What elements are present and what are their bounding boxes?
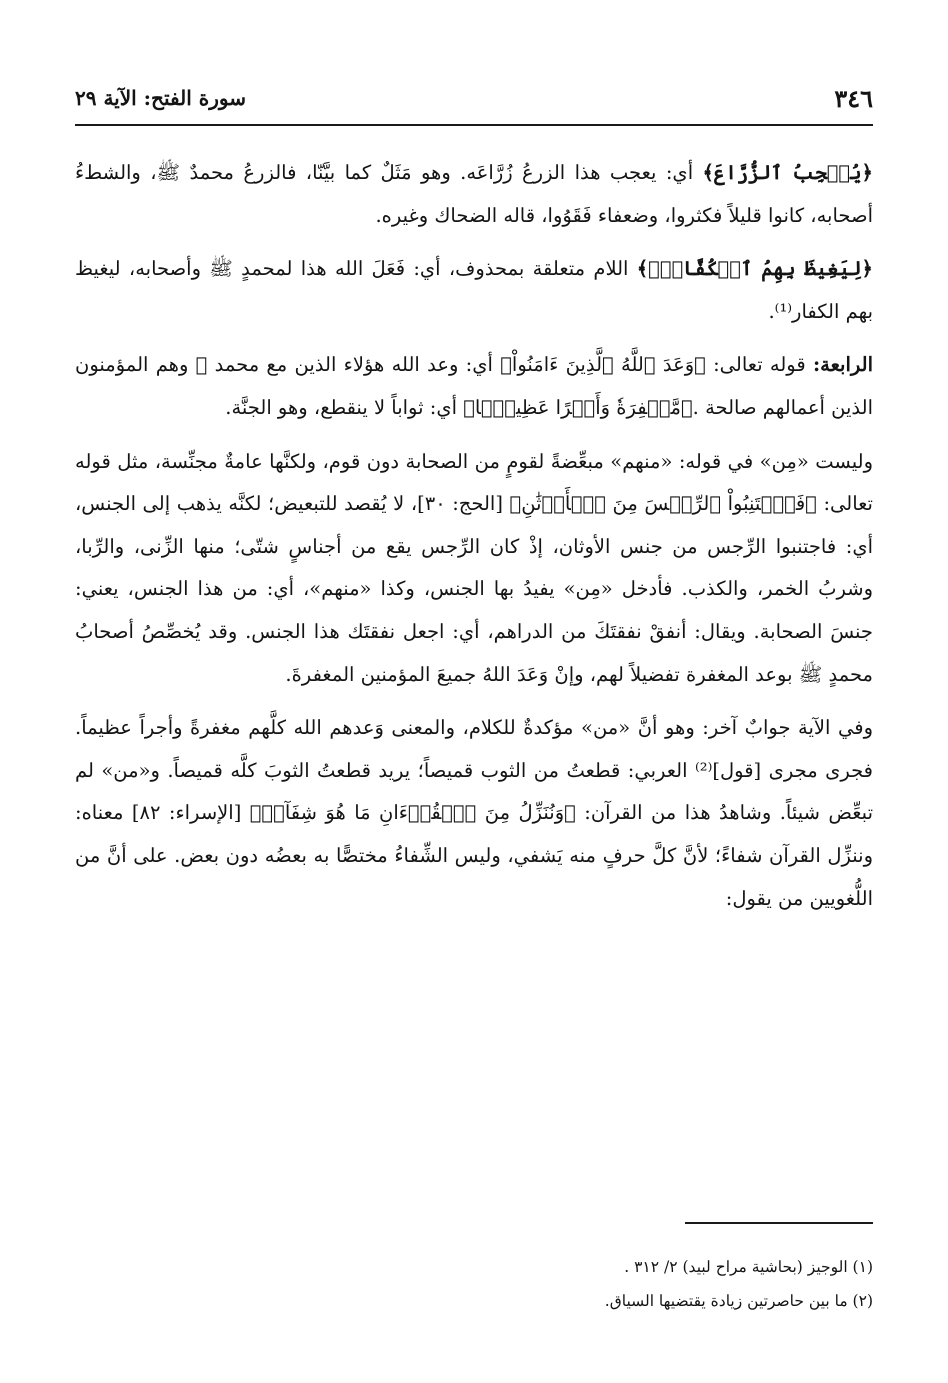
paragraph-text: قوله تعالى: ﴿وَعَدَ ٱللَّهُ ٱلَّذِينَ ءَامَنُواْ﴾ أي: وعد الله هؤلاء الذين مع محمد ﷺ وهم المؤمنون الذين أعمالهم صالحة .﴿مَّغۡفِرَةٗ وَأَجۡرًا عَظِيمَۢا﴾ أي: ثواباً لا ينقطع، وهو الجنَّة. [75,353,873,419]
quran-quote: ﴿لِيَغِيظَ بِهِمُ ٱلۡكُفَّارَۗ﴾ [636,257,873,281]
section-lead: الرابعة: [812,353,873,377]
paragraph-text: اللام متعلقة بمحذوف، أي: فَعَلَ الله هذا لمحمدٍ ﷺ وأصحابه، ليغيظ بهم الكفار⁽¹⁾. [75,257,873,323]
page-header [75,78,873,126]
paragraph [75,248,873,333]
footnote-divider [685,1222,873,1224]
paragraph [75,344,873,429]
footnote: (١) الوجيز (بحاشية مراح لبيد) ٢/ ٣١٢ . [624,1258,873,1276]
paragraph [75,152,873,237]
paragraph-text: وفي الآية جوابٌ آخر: وهو أنَّ «من» مؤكدةٌ للكلام، والمعنى وَعدهم الله كلَّهم مغفرةً وأجراً عظيماً. فجرى مجرى [قول]⁽²⁾ العربي: قطعتُ من الثوب قميصاً؛ يريد قطعتُ الثوبَ كلَّه قميصاً. و«من» لم تبعِّض شيئاً. وشاهدُ هذا من القرآن: ﴿وَنُنَزِّلُ مِنَ ٱلۡقُرۡءَانِ مَا هُوَ شِفَآءٞ﴾ [الإسراء: ٨٢] معناه: وننزِّل القرآن شفاءً؛ لأنَّ كلَّ حرفٍ منه يَشفي، وليس الشِّفاءُ مختصًّا به بعضُه دون بعض. على أنَّ من اللُّغويين من يقول: [75,716,873,910]
main-text [75,152,873,931]
footnotes [75,1250,873,1318]
paragraph [75,441,873,697]
paragraph [75,707,873,920]
paragraph-text: وليست «مِن» في قوله: «منهم» مبعِّضةً لقومٍ من الصحابة دون قوم، ولكنَّها عامةٌ مجنِّسة، مثل قوله تعالى: ﴿فَٱجۡتَنِبُواْ ٱلرِّجۡسَ مِنَ ٱلۡأَوۡثَٰنِ﴾ [الحج: ٣٠]، لا يُقصد للتبعيض؛ لكنَّه يذهب إلى الجنس، أي: فاجتنبوا الرِّجس من جنس الأوثان، إذْ كان الرِّجس يقع من أجناسٍ شتّى؛ منها الزِّنى، والرِّبا، وشربُ الخمر، والكذب. فأدخل «مِن» يفيدُ بها الجنس، وكذا «منهم»، أي: من هذا الجنس، يعني: جنسَ الصحابة. ويقال: أنفقْ نفقتَكَ من الدراهم، أي: اجعل نفقتَك هذا الجنس. وقد يُخصِّصُ أصحابُ محمدٍ ﷺ بوعد المغفرة تفضيلاً لهم، وإنْ وَعَدَ اللهُ جميعَ المؤمنين المغفرةَ. [75,449,873,686]
running-title: سورة الفتح: الآية ٢٩ [75,86,246,110]
footnote: (٢) ما بين حاصرتين زيادة يقتضيها السياق. [604,1292,873,1310]
quran-quote: ﴿يُعۡجِبُ ٱلزُّرَّاعَ﴾ [702,161,873,184]
page-number: ٣٤٦ [834,84,873,113]
paragraph-text: أي: يعجب هذا الزرعُ زُرَّاعَه. وهو مَثَلٌ كما بيَّنّا، فالزرعُ محمدٌ ﷺ، والشطءُ أصحابه، كانوا قليلاً فكثروا، وضعفاء فَقَوُوا، قاله الضحاك وغيره. [75,161,873,227]
